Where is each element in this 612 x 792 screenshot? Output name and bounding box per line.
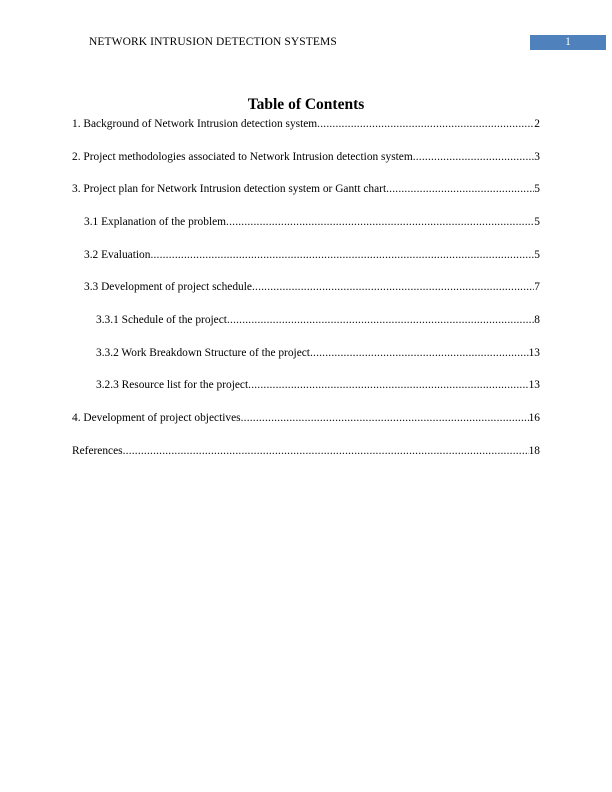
running-title: NETWORK INTRUSION DETECTION SYSTEMS xyxy=(89,36,337,48)
toc-entry-page: 8 xyxy=(534,314,540,326)
toc-dot-leader xyxy=(310,346,529,360)
toc-entry-label: 3.3.1 Schedule of the project xyxy=(96,314,227,326)
toc-dot-leader xyxy=(317,117,534,131)
toc-entry[interactable] xyxy=(72,411,540,425)
toc-entry-label: References xyxy=(72,445,123,457)
toc-entry-page: 18 xyxy=(528,445,540,457)
toc-entry-label: 3.2.3 Resource list for the project xyxy=(96,379,249,391)
toc-entry-page: 5 xyxy=(534,216,540,228)
page-number-badge: 1 xyxy=(530,35,606,50)
toc-entry[interactable] xyxy=(84,215,540,229)
toc-entry-label: 3.1 Explanation of the problem xyxy=(84,216,227,228)
toc-entry[interactable] xyxy=(84,248,540,262)
toc-entry[interactable] xyxy=(72,182,540,196)
toc-title: Table of Contents xyxy=(247,96,365,113)
toc-entry[interactable] xyxy=(96,346,540,360)
toc-dot-leader xyxy=(123,444,529,458)
toc-entry-label: 3.3.2 Work Breakdown Structure of the project xyxy=(96,347,310,359)
toc-dot-leader xyxy=(248,378,528,392)
toc-dot-leader xyxy=(386,182,534,196)
toc-dot-leader xyxy=(150,248,534,262)
toc-entry[interactable] xyxy=(72,444,540,458)
toc-dot-leader xyxy=(226,215,534,229)
toc-entry-page: 13 xyxy=(528,347,540,359)
toc-entry-page: 3 xyxy=(534,151,540,163)
toc-dot-leader xyxy=(413,150,535,164)
toc-entry-label: 4. Development of project objectives xyxy=(72,412,241,424)
toc-entry-label: 3.3 Development of project schedule xyxy=(84,281,252,293)
toc-entry[interactable] xyxy=(72,150,540,164)
toc-dot-leader xyxy=(241,411,529,425)
toc-dot-leader xyxy=(227,313,534,327)
toc-entry[interactable] xyxy=(96,313,540,327)
toc-entry-label: 1. Background of Network Intrusion detection system xyxy=(72,118,318,130)
toc-entry-label: 2. Project methodologies associated to Network Intrusion detection system xyxy=(72,151,413,163)
toc-entry-label: 3. Project plan for Network Intrusion detection system or Gantt chart xyxy=(72,183,387,195)
toc-entry-page: 13 xyxy=(528,379,540,391)
toc-entry-page: 7 xyxy=(534,281,540,293)
toc-entry-page: 2 xyxy=(534,118,540,130)
toc-entry-page: 5 xyxy=(534,249,540,261)
toc-entry[interactable] xyxy=(96,378,540,392)
toc-entry[interactable] xyxy=(84,280,540,294)
toc-dot-leader xyxy=(252,280,534,294)
toc-entry-page: 5 xyxy=(534,183,540,195)
toc-entry-label: 3.2 Evaluation xyxy=(84,249,151,261)
toc-entry[interactable] xyxy=(72,117,540,131)
toc-entry-page: 16 xyxy=(528,412,540,424)
